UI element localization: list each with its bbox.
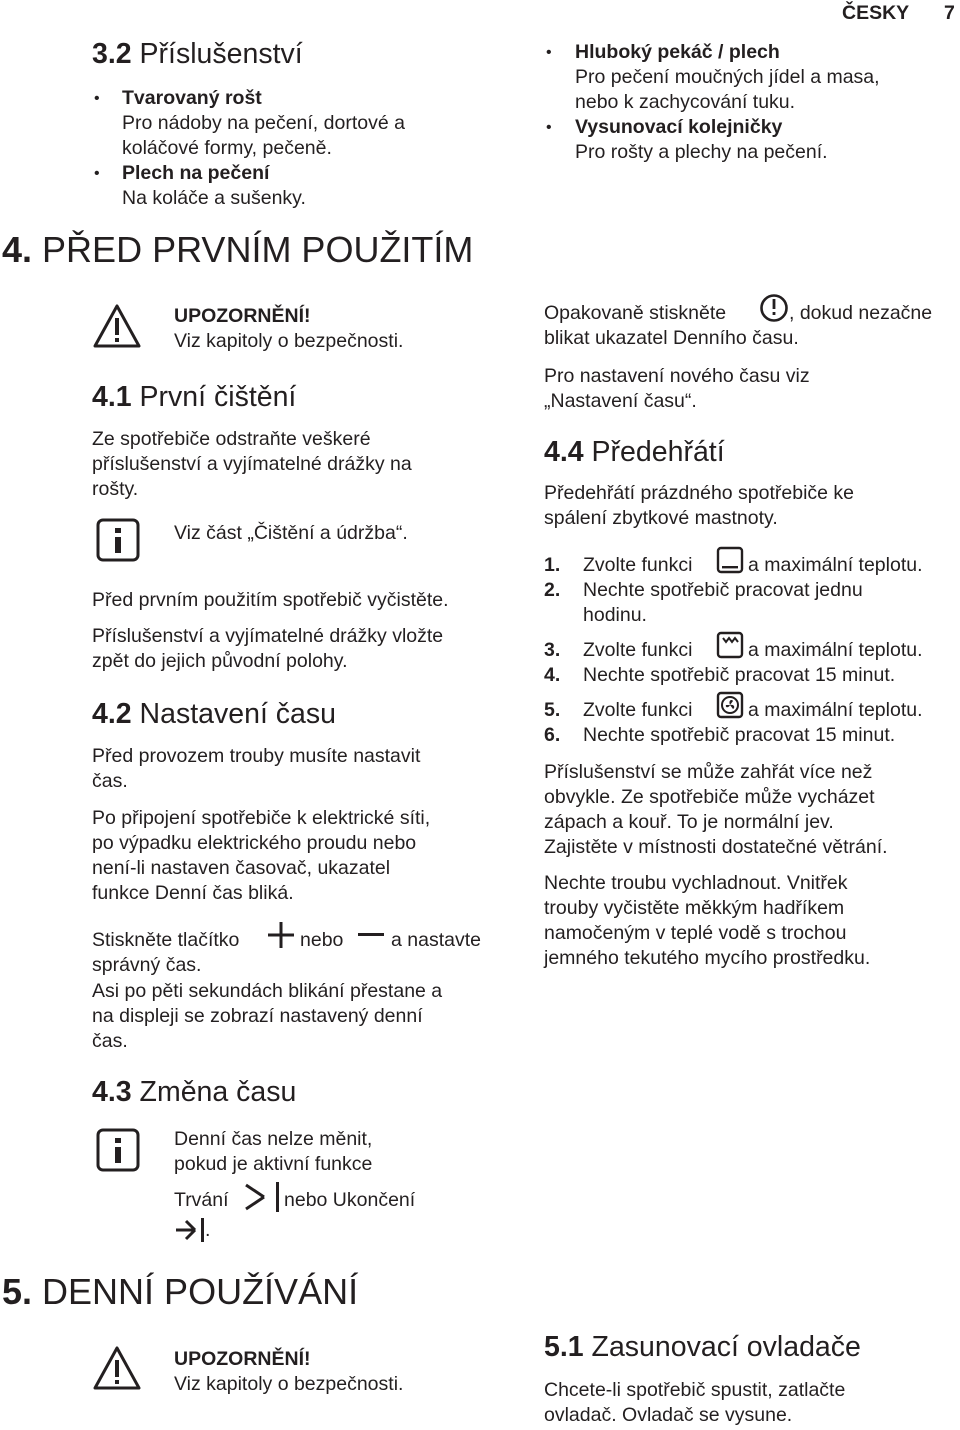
end-time-icon [174,1216,211,1244]
paragraph: Zajistěte v místnosti dostatečné větrání. [544,836,888,858]
warning-text: Viz kapitoly o bezpečnosti. [174,330,404,352]
step-number: 1. [544,554,561,576]
step-text: a maximální teplotu. [748,554,923,576]
section-4-3-heading: 4.3 Změna času [92,1076,297,1108]
section-4-4-heading: 4.4 Předehřátí [544,436,725,468]
item-desc: Pro rošty a plechy na pečení. [575,141,828,163]
paragraph: správný čas. [92,954,202,976]
duration-icon [242,1180,284,1214]
step-text: Nechte spotřebič pracovat jednu [583,579,863,601]
paragraph: zpět do jejich původní polohy. [92,650,348,672]
paragraph: Nechte troubu vychladnout. Vnitřek [544,872,848,894]
paragraph: Chcete-li spotřebič spustit, zatlačte [544,1379,846,1401]
plus-icon [266,920,296,950]
paragraph: Asi po pěti sekundách blikání přestane a [92,980,443,1002]
step-number: 4. [544,664,561,686]
paragraph: , dokud nezačne [789,302,933,324]
step-number: 2. [544,579,561,601]
item-desc: Pro pečení moučných jídel a masa, [575,66,880,88]
fan-function-icon [716,691,744,719]
info-icon [96,518,140,562]
clock-icon [759,293,789,323]
paragraph: Po připojení spotřebiče k elektrické síti, [92,807,431,829]
step-text: a maximální teplotu. [748,639,923,661]
chapter-4-heading: 4. PŘED PRVNÍM POUŽITÍM [2,229,474,270]
info-text: . [205,1219,211,1241]
bullet-icon: • [546,119,552,136]
step-text: Zvolte funkci [583,699,693,721]
paragraph: Stiskněte tlačítko [92,929,240,951]
minus-icon [356,924,386,944]
info-text: Trvání [174,1189,229,1211]
item-title: Hluboký pekáč / plech [575,41,780,63]
step-text: Nechte spotřebič pracovat 15 minut. [583,724,896,746]
paragraph: příslušenství a vyjímatelné drážky na [92,453,412,475]
grill-function-icon [716,631,744,659]
item-desc: Na koláče a sušenky. [122,187,306,209]
paragraph: Ze spotřebiče odstraňte veškeré [92,428,371,450]
paragraph: Příslušenství se může zahřát více než [544,761,873,783]
item-desc: koláčové formy, pečeně. [122,137,332,159]
item-desc: nebo k zachycování tuku. [575,91,796,113]
paragraph: namočeným v teplé vodě s trochou [544,922,847,944]
step-text: hodinu. [583,604,647,626]
warning-icon [92,303,142,349]
paragraph: Opakovaně stiskněte [544,302,727,324]
item-title: Tvarovaný rošt [122,87,262,109]
section-5-1-heading: 5.1 Zasunovací ovladače [544,1331,861,1363]
section-4-1-heading: 4.1 První čištění [92,381,297,413]
warning-icon [92,1345,142,1391]
header-language: ČESKY [842,2,910,24]
paragraph: „Nastavení času“. [544,390,697,412]
paragraph: nebo [300,929,344,951]
page-number: 7 [944,2,955,24]
oven-function-icon [716,546,744,574]
bullet-icon: • [94,165,100,182]
paragraph: Pro nastavení nového času viz [544,365,810,387]
step-number: 6. [544,724,561,746]
info-text: Denní čas nelze měnit, [174,1128,373,1150]
paragraph: rošty. [92,478,139,500]
paragraph: Před provozem trouby musíte nastavit [92,745,421,767]
paragraph: čas. [92,770,128,792]
info-text: pokud je aktivní funkce [174,1153,373,1175]
chapter-5-heading: 5. DENNÍ POUŽÍVÁNÍ [2,1271,359,1312]
step-number: 5. [544,699,561,721]
item-desc: Pro nádoby na pečení, dortové a [122,112,405,134]
section-3-2-heading: 3.2 Příslušenství [92,38,303,70]
info-text: nebo Ukončení [284,1189,416,1211]
paragraph: a nastavte [391,929,481,951]
paragraph: po výpadku elektrického proudu nebo [92,832,417,854]
paragraph: obvykle. Ze spotřebiče může vycházet [544,786,875,808]
bullet-icon: • [546,44,552,61]
paragraph: Předehřátí prázdného spotřebiče ke [544,482,855,504]
paragraph: blikat ukazatel Denního času. [544,327,799,349]
warning-title: UPOZORNĚNÍ! [174,305,311,327]
bullet-icon: • [94,90,100,107]
paragraph: není-li nastaven časovač, ukazatel [92,857,391,879]
section-4-2-heading: 4.2 Nastavení času [92,698,336,730]
paragraph: jemného tekutého mycího prostředku. [544,947,871,969]
paragraph: čas. [92,1030,128,1052]
paragraph: trouby vyčistěte měkkým hadříkem [544,897,845,919]
paragraph: ovladač. Ovladač se vysune. [544,1404,793,1426]
paragraph: Před prvním použitím spotřebič vyčistěte. [92,589,449,611]
paragraph: na displeji se zobrazí nastavený denní [92,1005,423,1027]
step-text: Zvolte funkci [583,554,693,576]
warning-title: UPOZORNĚNÍ! [174,1348,311,1370]
paragraph: funkce Denní čas bliká. [92,882,294,904]
step-number: 3. [544,639,561,661]
info-text: Viz část „Čištění a údržba“. [174,522,408,544]
step-text: Zvolte funkci [583,639,693,661]
paragraph: spálení zbytkové mastnoty. [544,507,778,529]
step-text: Nechte spotřebič pracovat 15 minut. [583,664,896,686]
warning-text: Viz kapitoly o bezpečnosti. [174,1373,404,1395]
info-icon [96,1128,140,1172]
item-title: Plech na pečení [122,162,270,184]
step-text: a maximální teplotu. [748,699,923,721]
paragraph: Příslušenství a vyjímatelné drážky vložte [92,625,444,647]
paragraph: zápach a kouř. To je normální jev. [544,811,834,833]
item-title: Vysunovací kolejničky [575,116,783,138]
